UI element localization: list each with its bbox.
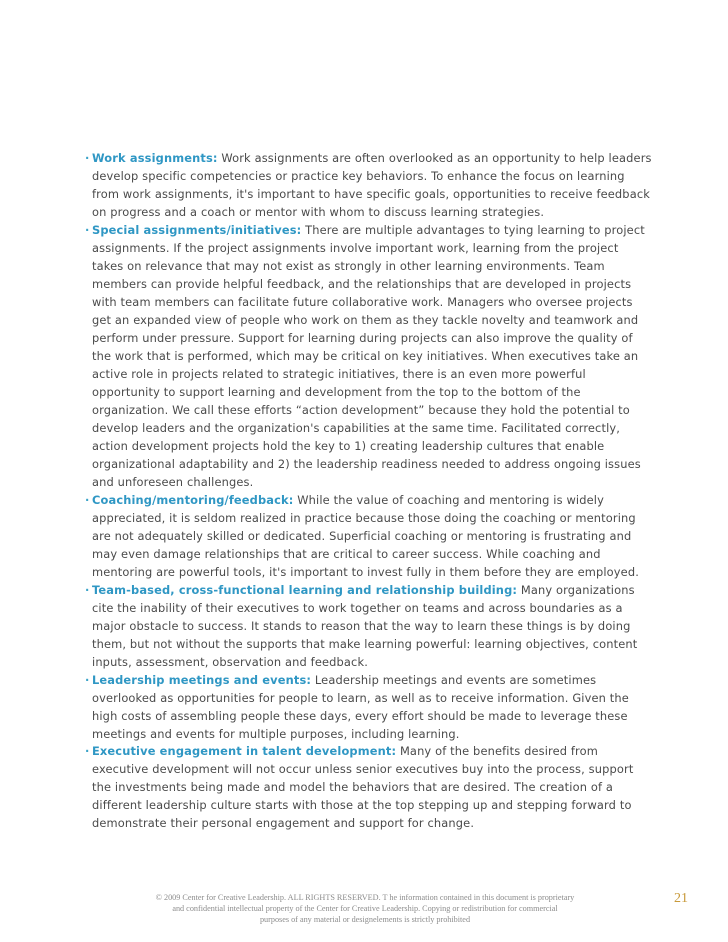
footer-line-2: and confidential intellectual property of the Center for Creative Leadership. Copying or redistribution for commercial (172, 904, 558, 913)
bullet-icon: · (85, 492, 90, 507)
list-item-team-based-learning (85, 582, 652, 672)
bullet-icon: · (85, 582, 90, 597)
list-item-executive-engagement (85, 743, 652, 833)
item-text: Many organizations cite the inability of their executives to work together on teams and across boundaries as a major obstacle to success. It stands to reason that the way to learn these things is by doing them, but not without the supports that make learning powerful: learning objectives, content inputs, assessment, observation and feedback. (92, 582, 638, 669)
bullet-icon: · (85, 222, 90, 237)
item-text: There are multiple advantages to tying learning to project assignments. If the project assignments involve important work, learning from the project takes on relevance that may not exist as strongly in other learning environments. Team members can provide helpful feedback, and the relationships that are developed in projects with team members can facilitate future collaborative work. Managers who oversee projects get an expanded view of people who work on them as they tackle novelty and teamwork and perform under pressure. Support for learning during projects can also improve the quality of the work that is performed, which may be critical on key initiatives. When executives take an active role in projects related to strategic initiatives, there is an even more powerful opportunity to support learning and development from the top to the bottom of the organization. We call these efforts “action development” because they hold the potential to develop leaders and the organization's capabilities at the same time. Facilitated correctly, action development projects hold the key to 1) creating leadership cultures that enable organizational adaptability and 2) the leadership readiness needed to address ongoing issues and unforeseen challenges. (92, 222, 645, 489)
list-item-special-assignments (85, 222, 652, 492)
item-heading: Team-based, cross-functional learning and relationship building: (92, 582, 518, 597)
item-text: Many of the benefits desired from executive development will not occur unless senior executives buy into the process, support the investments being made and model the behaviors that are desired. The creation of a different leadership culture starts with those at the top stepping up and stepping forward to demonstrate their personal engagement and support for change. (92, 744, 634, 831)
item-heading: Work assignments: (92, 151, 218, 165)
item-heading: Coaching/mentoring/feedback: (92, 492, 294, 507)
bullet-icon: · (85, 151, 90, 165)
list-item-work-assignments (85, 150, 652, 222)
item-text: While the value of coaching and mentoring is widely appreciated, it is seldom realized in practice because those doing the coaching or mentoring are not adequately skilled or dedicated. Superficial coaching or mentoring is frustrating and may even damage relationships that are critical to career success. While coaching and mentoring are powerful tools, it's important to invest fully in them before they are employed. (92, 492, 639, 579)
footer-line-1: © 2009 Center for Creative Leadership. ALL RIGHTS RESERVED. T he information contained in this document is proprietary (155, 893, 575, 902)
item-heading: Executive engagement in talent development: (92, 744, 397, 759)
footer-line-3: purposes of any material or designelements is strictly prohibited (259, 915, 471, 924)
body-content (85, 150, 652, 833)
item-heading: Special assignments/initiatives: (92, 222, 302, 237)
item-text: Leadership meetings and events are sometimes overlooked as opportunities for people to learn, as well as to receive information. Given the high costs of assembling people these days, every effort should be made to leverage these meetings and events for multiple purposes, including learning. (92, 672, 629, 741)
list-item-leadership-meetings (85, 672, 652, 744)
copyright-footer (110, 892, 620, 925)
bullet-icon: · (85, 672, 90, 687)
page-number: 21 (674, 891, 688, 906)
item-heading: Leadership meetings and events: (92, 672, 312, 687)
bullet-icon: · (85, 744, 90, 759)
item-text: Work assignments are often overlooked as an opportunity to help leaders develop specific competencies or practice key behaviors. To enhance the focus on learning from work assignments, it's important to have specific goals, opportunities to receive feedback on progress and a coach or mentor with whom to discuss learning strategies. (92, 151, 652, 219)
list-item-coaching (85, 492, 652, 582)
